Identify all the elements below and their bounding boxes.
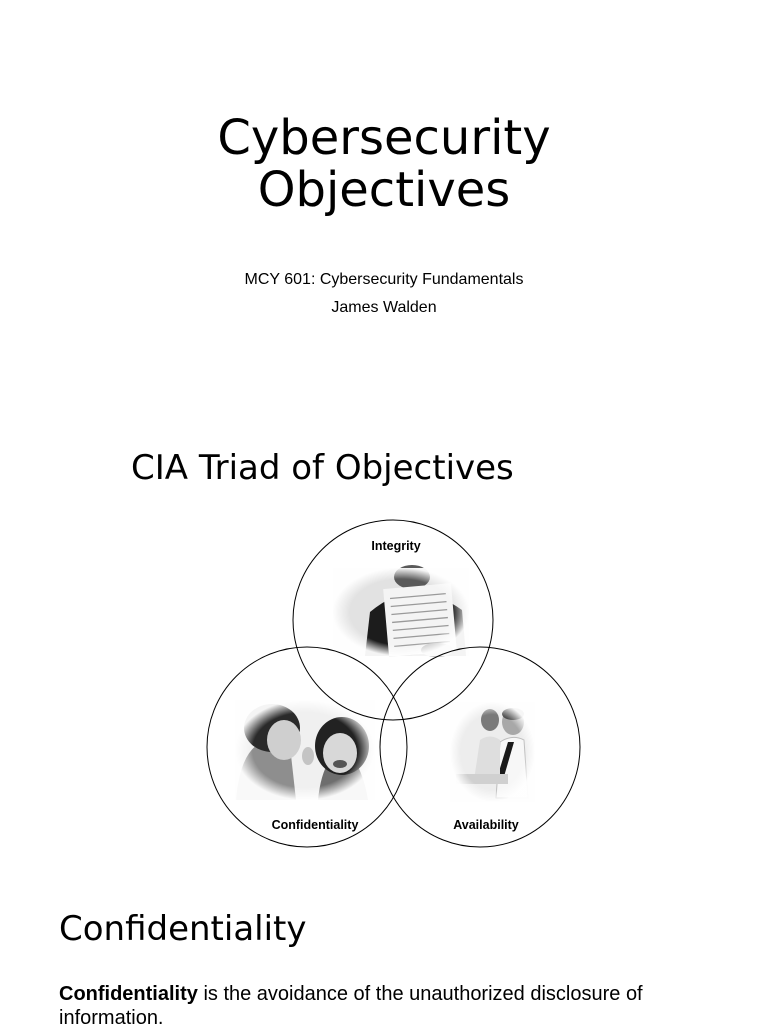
cia-triad-diagram [0,420,768,875]
confidentiality-photo [235,700,375,800]
definition-term: Confidentiality [59,983,198,1005]
cia-triad-slide [0,420,768,875]
title-line-2: Objectives [257,162,511,218]
integrity-label: Integrity [371,539,421,553]
slide-heading: CIA Triad of Objectives [131,448,514,488]
integrity-photo [333,565,469,657]
definition-text: is the avoidance of the unauthorized disclosure of information. [59,983,643,1029]
slide-title [0,112,768,216]
availability-photo [450,702,535,802]
course-name: MCY 601: Cybersecurity Fundamentals [244,271,524,288]
slide-heading: Confidentiality [59,909,307,949]
confidentiality-slide [0,875,768,1029]
availability-label: Availability [453,818,519,832]
confidentiality-label: Confidentiality [271,818,359,832]
title-line-1: Cybersecurity [217,110,551,166]
author-name: James Walden [331,299,437,316]
definition-paragraph [59,982,699,1030]
slide-subtitle [0,266,768,322]
title-slide [0,0,768,420]
